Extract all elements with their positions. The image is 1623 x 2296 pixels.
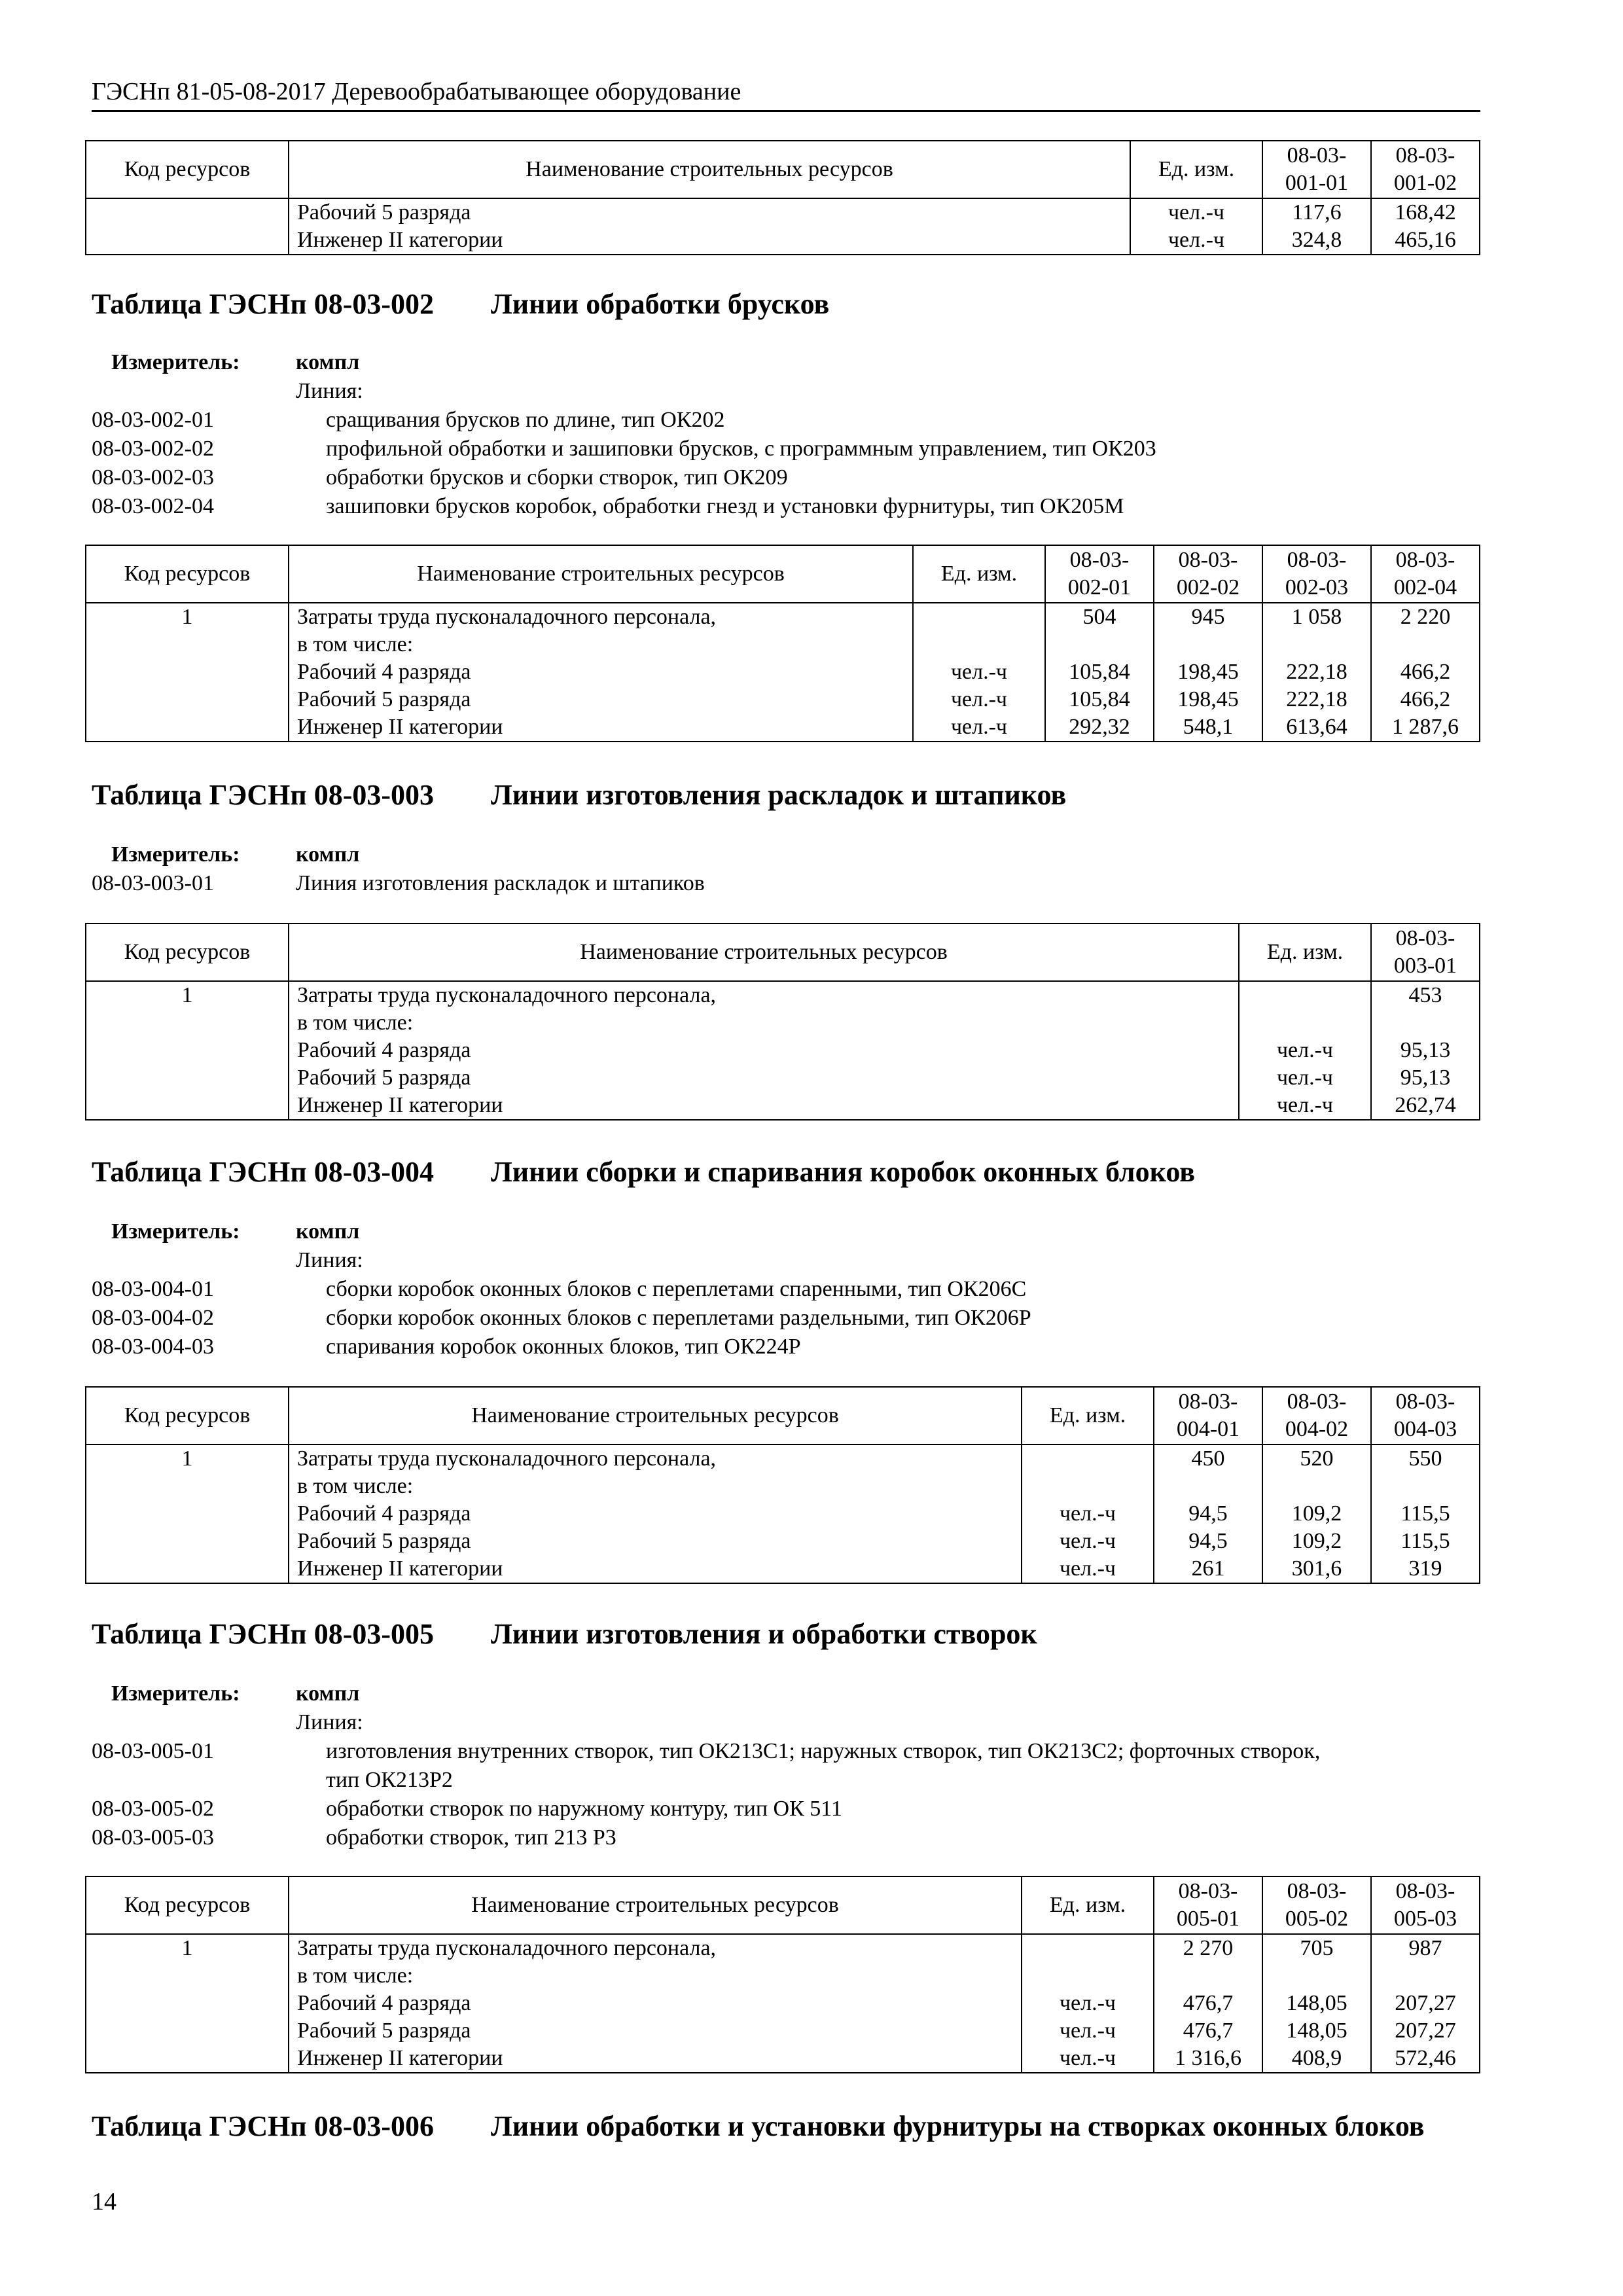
item-code: 08-03-004-02 <box>92 1306 214 1330</box>
section-title <box>92 287 830 322</box>
cell-unit <box>1022 1444 1154 1473</box>
table-row <box>86 1934 1480 1962</box>
cell-code <box>86 658 289 686</box>
cell-code: 1 <box>86 603 289 631</box>
table-header-row <box>86 545 1480 603</box>
table-row <box>86 981 1480 1009</box>
col-header-name: Наименование строительных ресурсов <box>289 924 1239 981</box>
cell-unit: чел.-ч <box>1022 2017 1154 2045</box>
section-number: Таблица ГЭСНп 08-03-004 <box>92 1156 435 1188</box>
col-header-code: Код ресурсов <box>86 1387 289 1444</box>
col-header-norm: 08-03- 002-04 <box>1371 545 1480 603</box>
cell-name: Инженер II категории <box>289 1555 1022 1583</box>
item-text-continuation: тип ОК213Р2 <box>326 1768 453 1792</box>
table-header-row <box>86 924 1480 981</box>
item-code: 08-03-002-04 <box>92 494 214 518</box>
item-text: сращивания брусков по длине, тип ОК202 <box>326 408 725 432</box>
item-code: 08-03-005-03 <box>92 1825 214 1850</box>
cell-value: 292,32 <box>1045 713 1154 742</box>
cell-value: 705 <box>1262 1934 1371 1962</box>
cell-name: Рабочий 5 разряда <box>289 686 913 713</box>
cell-value: 1 316,6 <box>1154 2045 1262 2073</box>
col-header-unit: Ед. изм. <box>1239 924 1371 981</box>
cell-value: 207,27 <box>1371 1990 1480 2017</box>
item-code: 08-03-002-03 <box>92 465 214 490</box>
cell-code: 1 <box>86 981 289 1009</box>
cell-name: Рабочий 5 разряда <box>289 1064 1239 1092</box>
cell-name: Инженер II категории <box>289 1092 1239 1120</box>
cell-value: 466,2 <box>1371 658 1480 686</box>
resource-table-08-03-004 <box>85 1386 1480 1584</box>
item-code: 08-03-005-02 <box>92 1797 214 1821</box>
table-row <box>86 686 1480 713</box>
cell-value: 95,13 <box>1371 1037 1480 1064</box>
cell-unit: чел.-ч <box>1022 1528 1154 1555</box>
col-header-norm: 08-03- 002-03 <box>1262 545 1371 603</box>
item-code: 08-03-002-01 <box>92 408 214 432</box>
cell-unit: чел.-ч <box>1239 1037 1371 1064</box>
cell-name: в том числе: <box>289 631 913 658</box>
line-word: Линия: <box>296 379 363 403</box>
resource-table-08-03-001 <box>85 140 1480 255</box>
cell-name: Рабочий 4 разряда <box>289 1990 1022 2017</box>
cell-name: Рабочий 4 разряда <box>289 658 913 686</box>
cell-code: 1 <box>86 1444 289 1473</box>
cell-value: 476,7 <box>1154 2017 1262 2045</box>
cell-value: 94,5 <box>1154 1528 1262 1555</box>
table-row <box>86 1037 1480 1064</box>
table-row <box>86 1990 1480 2017</box>
cell-value <box>1371 1009 1480 1037</box>
cell-unit: чел.-ч <box>1022 1500 1154 1528</box>
cell-value <box>1045 631 1154 658</box>
cell-value: 520 <box>1262 1444 1371 1473</box>
section-name: Линии сборки и спаривания коробок оконных блоков <box>491 1156 1196 1188</box>
cell-value: 465,16 <box>1371 226 1480 255</box>
col-header-code: Код ресурсов <box>86 545 289 603</box>
cell-value: 148,05 <box>1262 2017 1371 2045</box>
cell-value: 262,74 <box>1371 1092 1480 1120</box>
cell-value: 324,8 <box>1262 226 1371 255</box>
meter-label: Измеритель: <box>111 1219 240 1244</box>
cell-unit <box>1022 1473 1154 1500</box>
cell-code <box>86 713 289 742</box>
cell-code <box>86 631 289 658</box>
cell-name: Рабочий 5 разряда <box>289 198 1130 226</box>
cell-value: 572,46 <box>1371 2045 1480 2073</box>
col-header-unit: Ед. изм. <box>1022 1876 1154 1934</box>
cell-value: 207,27 <box>1371 2017 1480 2045</box>
cell-unit: чел.-ч <box>1022 2045 1154 2073</box>
cell-code <box>86 1037 289 1064</box>
cell-value: 198,45 <box>1154 658 1262 686</box>
col-header-name: Наименование строительных ресурсов <box>289 1387 1022 1444</box>
cell-name: в том числе: <box>289 1473 1022 1500</box>
table-row <box>86 603 1480 631</box>
cell-name: в том числе: <box>289 1962 1022 1990</box>
cell-name: Затраты труда пусконаладочного персонала, <box>289 603 913 631</box>
cell-name: в том числе: <box>289 1009 1239 1037</box>
meter-label: Измеритель: <box>111 350 240 374</box>
resource-table-08-03-003 <box>85 923 1480 1121</box>
col-header-norm: 08-03- 001-01 <box>1262 141 1371 198</box>
item-text: Линия изготовления раскладок и штапиков <box>296 871 705 895</box>
cell-value <box>1154 1473 1262 1500</box>
cell-unit: чел.-ч <box>1022 1555 1154 1583</box>
page-number: 14 <box>92 2188 116 2215</box>
cell-name: Инженер II категории <box>289 226 1130 255</box>
table-row <box>86 1962 1480 1990</box>
item-text: зашиповки брусков коробок, обработки гнезд и установки фурнитуры, тип ОК205М <box>326 494 1124 518</box>
cell-name: Затраты труда пусконаладочного персонала, <box>289 1444 1022 1473</box>
col-header-code: Код ресурсов <box>86 1876 289 1934</box>
cell-value: 168,42 <box>1371 198 1480 226</box>
col-header-unit: Ед. изм. <box>913 545 1045 603</box>
cell-value: 548,1 <box>1154 713 1262 742</box>
cell-value: 95,13 <box>1371 1064 1480 1092</box>
item-list <box>92 869 1480 898</box>
cell-unit: чел.-ч <box>1239 1064 1371 1092</box>
col-header-norm: 08-03- 005-03 <box>1371 1876 1480 1934</box>
section-title <box>92 2109 1425 2144</box>
section-name: Линии обработки и установки фурнитуры на створках оконных блоков <box>491 2110 1425 2142</box>
cell-code <box>86 226 289 255</box>
section-title <box>92 778 1067 813</box>
cell-name: Рабочий 5 разряда <box>289 1528 1022 1555</box>
table-header-row <box>86 1387 1480 1444</box>
cell-value: 450 <box>1154 1444 1262 1473</box>
cell-value <box>1262 631 1371 658</box>
item-code: 08-03-005-01 <box>92 1739 214 1763</box>
cell-code <box>86 1555 289 1583</box>
cell-unit: чел.-ч <box>1130 198 1262 226</box>
cell-value <box>1154 1962 1262 1990</box>
cell-value: 222,18 <box>1262 686 1371 713</box>
cell-value: 613,64 <box>1262 713 1371 742</box>
meter-unit: компл <box>296 350 360 374</box>
table-row <box>86 713 1480 742</box>
col-header-norm: 08-03- 003-01 <box>1371 924 1480 981</box>
cell-value: 198,45 <box>1154 686 1262 713</box>
cell-value: 117,6 <box>1262 198 1371 226</box>
cell-value: 408,9 <box>1262 2045 1371 2073</box>
col-header-norm: 08-03- 001-02 <box>1371 141 1480 198</box>
cell-value <box>1262 1473 1371 1500</box>
line-word: Линия: <box>296 1248 363 1272</box>
item-list <box>92 1708 1480 1852</box>
table-row <box>86 1064 1480 1092</box>
item-text: сборки коробок оконных блоков с переплетами спаренными, тип ОК206С <box>326 1277 1027 1301</box>
col-header-code: Код ресурсов <box>86 141 289 198</box>
table-row <box>86 1009 1480 1037</box>
resource-table-08-03-005 <box>85 1876 1480 2073</box>
cell-value: 987 <box>1371 1934 1480 1962</box>
cell-code <box>86 1473 289 1500</box>
cell-value: 945 <box>1154 603 1262 631</box>
cell-value: 105,84 <box>1045 686 1154 713</box>
item-text: обработки створок, тип 213 Р3 <box>326 1825 616 1850</box>
meter-label: Измеритель: <box>111 842 240 867</box>
item-code: 08-03-003-01 <box>92 871 214 895</box>
col-header-unit: Ед. изм. <box>1130 141 1262 198</box>
cell-value <box>1371 631 1480 658</box>
section-title <box>92 1155 1196 1190</box>
item-code: 08-03-004-03 <box>92 1335 214 1359</box>
table-row <box>86 198 1480 226</box>
cell-value: 550 <box>1371 1444 1480 1473</box>
item-list <box>92 1246 1480 1361</box>
table-row <box>86 1444 1480 1473</box>
cell-value: 105,84 <box>1045 658 1154 686</box>
cell-unit <box>1022 1962 1154 1990</box>
table-header-row <box>86 141 1480 198</box>
cell-unit <box>1239 981 1371 1009</box>
cell-code <box>86 1990 289 2017</box>
cell-value: 109,2 <box>1262 1500 1371 1528</box>
col-header-norm: 08-03- 002-02 <box>1154 545 1262 603</box>
cell-value: 261 <box>1154 1555 1262 1583</box>
cell-code <box>86 2017 289 2045</box>
cell-name: Затраты труда пусконаладочного персонала, <box>289 1934 1022 1962</box>
col-header-norm: 08-03- 004-03 <box>1371 1387 1480 1444</box>
meter-unit: компл <box>296 1681 360 1706</box>
cell-value <box>1154 631 1262 658</box>
cell-unit: чел.-ч <box>913 658 1045 686</box>
table-row <box>86 2045 1480 2073</box>
cell-code <box>86 198 289 226</box>
cell-value: 319 <box>1371 1555 1480 1583</box>
item-list <box>92 377 1480 521</box>
cell-value: 1 058 <box>1262 603 1371 631</box>
line-word: Линия: <box>296 1710 363 1734</box>
item-code: 08-03-002-02 <box>92 437 214 461</box>
table-row <box>86 2017 1480 2045</box>
item-text: обработки брусков и сборки створок, тип ОК209 <box>326 465 788 490</box>
cell-value: 453 <box>1371 981 1480 1009</box>
meter-unit: компл <box>296 1219 360 1244</box>
cell-value: 2 270 <box>1154 1934 1262 1962</box>
cell-code <box>86 2045 289 2073</box>
cell-code <box>86 1064 289 1092</box>
meter-label: Измеритель: <box>111 1681 240 1706</box>
col-header-name: Наименование строительных ресурсов <box>289 545 913 603</box>
section-number: Таблица ГЭСНп 08-03-003 <box>92 779 435 811</box>
col-header-norm: 08-03- 004-01 <box>1154 1387 1262 1444</box>
table-row <box>86 1473 1480 1500</box>
col-header-norm: 08-03- 005-01 <box>1154 1876 1262 1934</box>
cell-unit <box>1239 1009 1371 1037</box>
cell-unit <box>1022 1934 1154 1962</box>
cell-name: Рабочий 5 разряда <box>289 2017 1022 2045</box>
col-header-norm: 08-03- 005-02 <box>1262 1876 1371 1934</box>
cell-value: 115,5 <box>1371 1500 1480 1528</box>
cell-code <box>86 1500 289 1528</box>
item-text: профильной обработки и зашиповки брусков, с программным управлением, тип ОК203 <box>326 437 1156 461</box>
cell-name: Инженер II категории <box>289 713 913 742</box>
cell-value: 1 287,6 <box>1371 713 1480 742</box>
table-row <box>86 1555 1480 1583</box>
table-row <box>86 631 1480 658</box>
cell-code <box>86 1009 289 1037</box>
cell-value <box>1262 1962 1371 1990</box>
section-number: Таблица ГЭСНп 08-03-002 <box>92 288 435 320</box>
cell-value: 476,7 <box>1154 1990 1262 2017</box>
col-header-norm: 08-03- 002-01 <box>1045 545 1154 603</box>
item-code: 08-03-004-01 <box>92 1277 214 1301</box>
table-row <box>86 658 1480 686</box>
section-number: Таблица ГЭСНп 08-03-006 <box>92 2110 435 2142</box>
cell-value: 109,2 <box>1262 1528 1371 1555</box>
section-name: Линии обработки брусков <box>491 288 830 320</box>
cell-value: 115,5 <box>1371 1528 1480 1555</box>
cell-code <box>86 686 289 713</box>
cell-value: 148,05 <box>1262 1990 1371 2017</box>
cell-unit: чел.-ч <box>913 686 1045 713</box>
cell-unit: чел.-ч <box>913 713 1045 742</box>
cell-value: 466,2 <box>1371 686 1480 713</box>
col-header-name: Наименование строительных ресурсов <box>289 1876 1022 1934</box>
table-header-row <box>86 1876 1480 1934</box>
section-number: Таблица ГЭСНп 08-03-005 <box>92 1618 435 1650</box>
table-row <box>86 226 1480 255</box>
cell-unit <box>913 603 1045 631</box>
cell-code: 1 <box>86 1934 289 1962</box>
running-header: ГЭСНп 81-05-08-2017 Деревообрабатывающее оборудование <box>92 76 1480 112</box>
cell-value: 504 <box>1045 603 1154 631</box>
cell-unit: чел.-ч <box>1130 226 1262 255</box>
table-row <box>86 1528 1480 1555</box>
cell-value <box>1371 1473 1480 1500</box>
cell-name: Инженер II категории <box>289 2045 1022 2073</box>
cell-name: Рабочий 4 разряда <box>289 1037 1239 1064</box>
cell-value <box>1371 1962 1480 1990</box>
col-header-norm: 08-03- 004-02 <box>1262 1387 1371 1444</box>
item-text: сборки коробок оконных блоков с переплетами раздельными, тип ОК206Р <box>326 1306 1031 1330</box>
cell-unit: чел.-ч <box>1239 1092 1371 1120</box>
cell-value: 222,18 <box>1262 658 1371 686</box>
resource-table-08-03-002 <box>85 545 1480 742</box>
table-row <box>86 1092 1480 1120</box>
cell-value: 2 220 <box>1371 603 1480 631</box>
cell-value: 301,6 <box>1262 1555 1371 1583</box>
item-text: обработки створок по наружному контуру, тип ОК 511 <box>326 1797 843 1821</box>
item-text: изготовления внутренних створок, тип ОК213С1; наружных створок, тип ОК213С2; форточных створок, <box>326 1739 1321 1763</box>
item-text: спаривания коробок оконных блоков, тип ОК224Р <box>326 1335 801 1359</box>
cell-name: Рабочий 4 разряда <box>289 1500 1022 1528</box>
cell-name: Затраты труда пусконаладочного персонала, <box>289 981 1239 1009</box>
col-header-unit: Ед. изм. <box>1022 1387 1154 1444</box>
cell-code <box>86 1962 289 1990</box>
cell-value: 94,5 <box>1154 1500 1262 1528</box>
meter-unit: компл <box>296 842 360 867</box>
table-row <box>86 1500 1480 1528</box>
cell-code <box>86 1528 289 1555</box>
cell-unit: чел.-ч <box>1022 1990 1154 2017</box>
section-title <box>92 1617 1037 1652</box>
cell-code <box>86 1092 289 1120</box>
col-header-name: Наименование строительных ресурсов <box>289 141 1130 198</box>
col-header-code: Код ресурсов <box>86 924 289 981</box>
section-name: Линии изготовления и обработки створок <box>491 1618 1037 1650</box>
section-name: Линии изготовления раскладок и штапиков <box>491 779 1067 811</box>
cell-unit <box>913 631 1045 658</box>
